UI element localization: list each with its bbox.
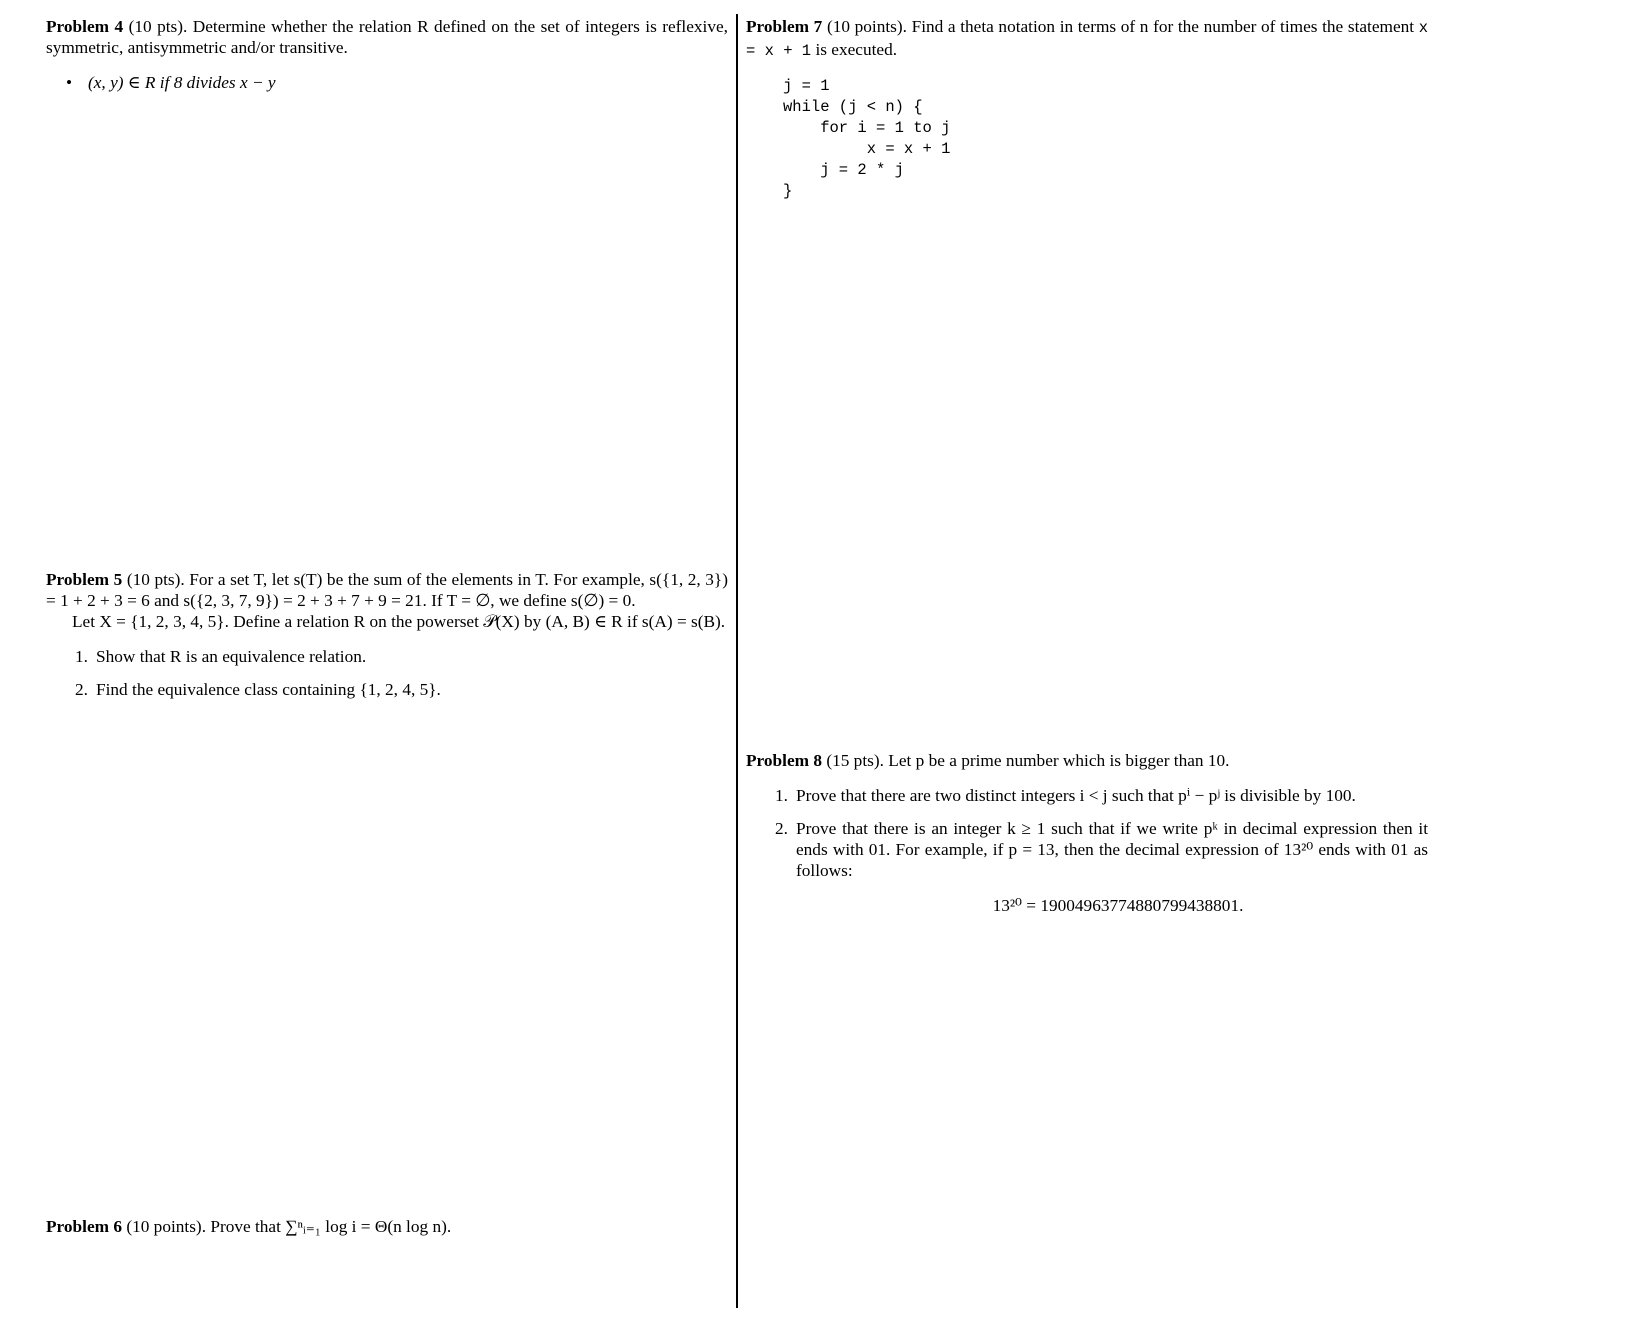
bullet-icon: • — [66, 73, 73, 92]
problem-5-text: For a set T, let s(T) be the sum of the elements in T. For example, s({1, 2, 3}) = 1 + 2 + 3 = 6 and s({2, 3, 7, 9}) = 2 + 3 + 7 + 9 = 21. If T = ∅, we define s(∅) = 0. — [46, 570, 728, 610]
problem-8-list — [746, 785, 1428, 881]
problem-5-definition: Let X = {1, 2, 3, 4, 5}. Define a relation R on the powerset 𝒫(X) by (A, B) ∈ R if s(A) = s(B). — [72, 612, 726, 631]
problem-4-text: Determine whether the relation R defined on the set of integers is reflexive, symmetric, antisymmetric and/or transitive. — [46, 17, 728, 57]
problem-7-title: Problem 7 — [746, 17, 823, 36]
problem-7-points: (10 points). — [826, 17, 907, 36]
problem-8-title: Problem 8 — [746, 751, 822, 770]
column-divider — [736, 14, 738, 1308]
problem-7-text-after: is executed. — [815, 40, 898, 59]
list-item: 1. Prove that there are two distinct integers i < j such that pⁱ − pʲ is divisible by 100. — [746, 785, 1428, 806]
problem-4-title: Problem 4 — [46, 17, 124, 36]
problem-5-points: (10 pts). — [126, 570, 185, 589]
problem-6 — [46, 1216, 728, 1237]
problem-5-list — [46, 646, 728, 700]
problem-8-points: (15 pts). — [826, 751, 884, 770]
problem-5 — [46, 569, 728, 712]
problem-8-item-2: Prove that there is an integer k ≥ 1 such that if we write pᵏ in decimal expression then it ends with 01. For example, if p = 13, then the decimal expression of 13²⁰ ends with 01 as follows: — [796, 819, 1428, 880]
problem-4-bullet — [66, 72, 728, 93]
problem-8-text: Let p be a prime number which is bigger than 10. — [888, 751, 1230, 770]
problem-5-title: Problem 5 — [46, 570, 123, 589]
problem-8-display-equation: 13²⁰ = 19004963774880799438801. — [992, 896, 1244, 915]
problem-7-code-block: j = 1 while (j < n) { for i = 1 to j x = x + 1 j = 2 * j } — [783, 77, 951, 200]
problem-8-statement — [746, 750, 1428, 771]
problem-4 — [46, 16, 728, 93]
problem-4-points: (10 pts). — [128, 17, 188, 36]
problem-6-statement — [46, 1216, 728, 1237]
list-item: 2. Prove that there is an integer k ≥ 1 such that if we write pᵏ in decimal expression then it ends with 01. For example, if p = 13, then the decimal expression of 13²⁰ ends with 01 as follows: — [775, 819, 1428, 880]
problem-8-item-1: Prove that there are two distinct integers i < j such that pⁱ − pʲ is divisible by 100. — [796, 786, 1356, 805]
problem-8 — [746, 750, 1428, 916]
problem-5-item-1: Show that R is an equivalence relation. — [96, 647, 367, 666]
problem-5-item-2: Find the equivalence class containing {1, 2, 4, 5}. — [96, 680, 441, 699]
problem-7-text: Find a theta notation in terms of n for the number of times the statement — [911, 17, 1415, 36]
problem-6-title: Problem 6 — [46, 1217, 122, 1236]
problem-7-inline-code: x = x + 1 — [746, 19, 1429, 60]
problem-4-bullet-text: (x, y) ∈ R if 8 divides x − y — [88, 73, 276, 92]
problem-5-statement — [46, 569, 728, 611]
problem-7-statement — [746, 16, 1428, 62]
problem-4-statement — [46, 16, 728, 58]
list-item: 1. Show that R is an equivalence relation. — [46, 646, 728, 667]
problem-6-points: (10 points). — [126, 1217, 207, 1236]
problem-7 — [746, 16, 1428, 202]
problem-6-text: Prove that ∑ⁿᵢ₌₁ log i = Θ(n log n). — [210, 1217, 452, 1236]
list-item: 2. Find the equivalence class containing {1, 2, 4, 5}. — [46, 679, 728, 700]
